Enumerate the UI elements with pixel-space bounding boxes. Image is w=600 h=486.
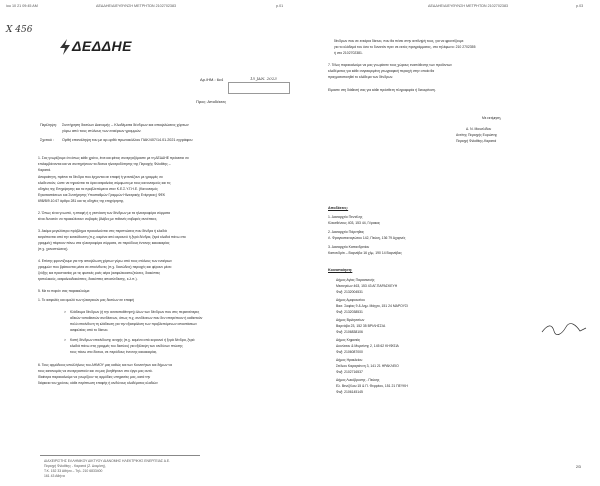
bullet-line: αδειών τοποθεσιών συνδέσεων, όπως π.χ. συνδέσεων που δεν επιτρέπουν ή καθιστούν xyxy=(70,316,203,320)
footer-line: 161 43 Αθήνα xyxy=(44,474,65,478)
notify-line: Μεσογείων 463, 153 43 ΑΓ.ΠΑΡΑΣΚΕΥΗ xyxy=(336,284,398,288)
notify-line: Στέλιου Καραγιάννη 3, 141 21 ΗΡΑΚΛΕΙΟ xyxy=(336,364,399,368)
notify-line: Φαξ: 2106145145 xyxy=(336,390,363,394)
body-line: 5. Με το παρόν σας παρακαλούμε: xyxy=(38,289,91,293)
lightning-icon xyxy=(58,38,72,56)
fax-header-company: ΔΕΔΔΗΕ/ΔΙΕΥΘΥΝΣΗ ΜΕΤΡΗΤΩΝ 2102702383 xyxy=(428,4,509,8)
summary-line-2: γύρω από τους στύλους των εναέριων γραμμών. xyxy=(62,129,142,133)
body-line: Απαραίτητη, πρέπει τα δένδρα που έρχονται σε επαφή ή γειτνιάζουν με γραμμές να xyxy=(38,175,163,179)
date-stamp-box xyxy=(228,82,290,94)
recipient-line: 1. Δασαρχείο Πεντέλης xyxy=(328,215,363,219)
handwritten-note: X 456 xyxy=(6,25,33,35)
recipients-heading: Προς: Αποδέκτες xyxy=(196,99,227,104)
handwritten-signature xyxy=(540,322,588,336)
signature-intro: Με εκτίμηση, xyxy=(482,116,502,120)
notify-line: Βασ. Σοφίας 9 & Δημ. Μάγγα, 151 24 ΜΑΡΟΥΣΙ xyxy=(336,304,409,308)
point-6-line: Ιδιαίτερα παρακαλούμε να γνωρίζουν τις αρμόδιες υπηρεσίες μας, κατά την xyxy=(38,375,151,379)
ref-date: 15 JAN. 2023 xyxy=(250,76,277,81)
body-line: Καρατιά. xyxy=(38,168,52,172)
notify-line: Διονύσου & Μυρσίνης 2, 145 62 ΚΗΦΙΣΙΑ xyxy=(336,344,399,348)
signatory-role: Αντ/της Περιοχής Ευρώπης xyxy=(456,133,498,137)
signatory-unit: Περιοχή Φιλοθέης-Καρατιά xyxy=(456,139,497,143)
notify-line: Δήμος Αμαρουσίου xyxy=(336,298,365,302)
recipients-label: Αποδέκτες: xyxy=(328,206,349,210)
point-7-line: πραγματοποιηθεί το κλάδεμα των δένδρων. xyxy=(328,75,394,79)
fax-header-company: ΔΕΔΔΗΕ/ΔΙΕΥΘΥΝΣΗ ΜΕΤΡΗΤΩΝ 2102702383 xyxy=(96,4,177,8)
bullet-line: ασφαλείας από το δίκτυο. xyxy=(70,328,109,332)
notify-line: Δήμος Κηφισιάς xyxy=(336,338,361,342)
point-7-line: 7. Τέλος παρακαλούμε να μας γνωρίσετε τους χώρους εναπόθεσης των προϊόντων xyxy=(328,63,453,67)
notify-line: Φαξ: 2106087000 xyxy=(336,350,363,354)
recipient-line: Λ. Φραγκοπαναγιώτου 142, Πεύκη, 136 79 Αχαρνές xyxy=(328,236,406,240)
point-6-line: διάρκεια του χρόνου, κάθε περίπτωση επαφής ή κινδύνους κλαδέματος κλαδιών xyxy=(38,381,158,385)
body-line: 698/Β/9.10.67 άρθρο 281 και τις οδηγίες της επιχείρησης. xyxy=(38,199,125,203)
bullet-line: Κλάδευμα δένδρων (ή την ανατοποθέτηση) όλων των δένδρων που στις περισσότερες xyxy=(70,310,200,314)
fax-page-number: p.01 xyxy=(276,4,284,8)
footer-line: Τ.Κ. 152 33 Αθήνα – Τηλ. 210 6833400 xyxy=(44,469,103,473)
company-logo xyxy=(58,38,130,56)
notify-line: Ελ. Βενιζέλου 15 & Π. Φερρέου, 151 21 ΠΕΥΚΗ xyxy=(336,384,408,388)
body-line: γραμμές) πέφτουν πάνω στα ηλεκτροφόρα σύρματα, σε περιόδους έντονης κακοκαιρίας xyxy=(38,241,170,245)
closing-line: Είμαστε στη διάθεσή σας για κάθε πρόσθετη πληροφορία ή διευκρίνιση. xyxy=(328,88,436,92)
recipient-line: 3. Δασαρχείο Καπανδριτίου xyxy=(328,245,370,249)
fax-page-number: p.03 xyxy=(576,4,584,8)
related-label: Σχετικό : xyxy=(40,138,55,142)
recipient-line: 2. Δασαρχείο Πάρνηθας xyxy=(328,230,365,234)
summary-line-1: Συντήρηση δικτύων Διανομής – Κλαδέματα δένδρων και αποψιλώσεις χόρτων xyxy=(62,123,189,127)
notify-line: Δήμος Βριλησσίων xyxy=(336,318,365,322)
footer-line: ΔΙΑΧΕΙΡΙΣΤΗΣ ΕΛΛΗΝΙΚΟΥ ΔΙΚΤΥΟΥ ΔΙΑΝΟΜΗΣ ΗΛΕΚΤΡΙΚΗΣ ΕΝΕΡΓΕΙΑΣ Α.Ε. xyxy=(44,459,171,463)
body-line: οδηγίες της Επιχείρησης και τα προβλεπόμενα στον Κ.Ε.Σ.Υ.Γ.Η.Ε. (Κανονισμός xyxy=(38,187,158,191)
body-line: 4. Επίσης φροντίζουμε για την αποψίλωση χόρτων γύρω από τους στύλους των εναέριων xyxy=(38,259,172,263)
point-6-line: τους κατανομάς να συνεργαστούν και να μας βοηθήσουν στο έργο μας αυτό. xyxy=(38,369,153,373)
recipient-line: Καπανδρίτι – Βαρνάβα 16 χλμ, 190 14 Βαρνάβας xyxy=(328,251,402,255)
body-line: 1. Το ασφαλές και ομαλό των ηλεκτρικών μας δικτύων σε επαφή xyxy=(38,298,134,302)
continued-text: ή στο 2102702381. xyxy=(334,51,363,55)
notify-line: Δήμος Αγίας Παρασκευής xyxy=(336,278,375,282)
bullet-marker: > xyxy=(64,338,66,342)
continued-text: για το κλάδεμά του όσο το δυνατόν πριν σε εκτός προγράμματος, στο τηλέφωνο: 210 2702355 xyxy=(334,45,476,49)
point-6-line: 6. Τους αρμόδιους υπαλλήλους του ΔΗΜΟΥ μας καθώς και των Κοινοτήτων και δήμων να xyxy=(38,363,173,367)
footer-divider xyxy=(40,455,200,456)
bullet-line: Κοπή δένδρων επικίνδυνης ανοχής (π.χ. καμένα από κεραυνό ή ξερά δένδρα, ξερά xyxy=(70,338,195,342)
notify-line: Βαρνάβα 23, 152 35 ΒΡΙΛΗΣΣΙΑ xyxy=(336,324,386,328)
fax-header-time: iou 10 21 09:45 AM xyxy=(6,4,38,8)
notify-line: Δήμος Ηρακλείου xyxy=(336,358,363,362)
body-line: ζεύξης και προστασίας με τις φυσικές ροές αέρα (ασφαλειοαποζεύκτες, διακόπτες xyxy=(38,271,161,275)
notify-line: Δήμος Λυκόβρυσης - Πεύκης xyxy=(336,378,380,382)
body-line: επιλαμβάνονται και να συντηρήσουν τα δίκτυα ηλεκτροδότησης της Περιοχής Φιλοθέης – xyxy=(38,162,171,166)
body-line: τριπολικούς, ασφαλειοδιακόπτες, διακόπτες αποσύνδεσης, κ.λ.π.). xyxy=(38,277,138,281)
body-line: 3. Ακόμα μεγαλύτερο πρόβλημα προκαλούνται στις περιπτώσεις που δένδρα ή κλαδιά xyxy=(38,229,167,233)
bullet-line: τους πάνω στα δίκτυα, σε περιόδους έντονης κακοκαιρίας. xyxy=(70,350,158,354)
notify-label: Κοινοποίηση: xyxy=(328,268,353,272)
bullet-line: κλαδιά πάνω στις γραμμές του δικτύου) για εξάλειψη των κινδύνων πτώσης xyxy=(70,344,183,348)
body-line: κλαδευτούν, ώστε να τηρούνται τα όρια ασφαλείας σύμφωνα με τους κανονισμούς και τις xyxy=(38,181,171,185)
body-line: γραμμών που βρίσκονται μέσα σε επικίνδυνες (π.χ. δασώδεις) περιοχές και φέρουν μέσο xyxy=(38,265,172,269)
continued-text: δένδρων που σε ενεάρια δίκτυο, που θα πέσει στην αντίληψή τους, για να φροντίζουμε xyxy=(334,39,464,43)
notify-line: Φαξ: 2132038531 xyxy=(336,310,363,314)
notify-line: Φαξ: 2132004531 xyxy=(336,290,363,294)
body-line: εκτρέπονται από την κατεύθυνση (π.χ. καμένα από κεραυνό ή ξερά δένδρα, ξερά κλαδιά πάνω στο xyxy=(38,235,186,239)
body-line: είναι δυνατόν να προκαλέσουν σοβαρές βλάβες με πιθανές σοβαρές συνέπειες. xyxy=(38,217,158,221)
ref-number: Αρ./ΗΜ.: 6c4 xyxy=(200,77,224,82)
body-line: (π.χ. χιονοπτώσεις). xyxy=(38,247,69,251)
logo-text: ΔΕΔΔΗΕ xyxy=(72,38,132,54)
related-text: Ορθή επανάληψη του με αρ.ορθό πρωτοκόλλου ΠΑΚ/407/14.01.2021 εγγράφου xyxy=(62,138,193,142)
body-line: 2. Όπως είναι γνωστό, η επαφή ή η γειτνίαση των δένδρων με τα ηλεκτροφόρα σύρματα xyxy=(38,211,170,215)
body-line: 1. Σας γνωρίζουμε ότι όπως κάθε χρόνο, έτσι και φέτος συνεργαζόμαστε με τη ΔΕΔΔΗΕ πρόκειται να xyxy=(38,156,189,160)
notify-line: Φαξ: 2106838106 xyxy=(336,330,363,334)
signatory-name: Δ. Ν. Μουσλίδου xyxy=(466,127,492,131)
bullet-line: πολύ επικίνδυνη τη κλάδευση για την εξασφάλιση των προβλεπόμενων αποστάσεων xyxy=(70,322,197,326)
footer-line: Περιοχή Φιλοθέης - Καρατιά (Ζ. Διαμ/ση), xyxy=(44,464,106,468)
summary-label: Περίληψη: xyxy=(40,123,57,127)
body-line: Εγκαταστάσεων και Συντήρησης Υποσταθμών Γραμμών Ηλεκτρικής Ενέργειας) ΦΕΚ xyxy=(38,193,166,197)
recipient-line: Κλεισθένους 403, 153 44, Γέρακας xyxy=(328,221,381,225)
bullet-marker: > xyxy=(64,310,66,314)
page-number: 2/3 xyxy=(576,465,581,469)
letter-page-2 xyxy=(300,0,600,486)
point-7-line: κλαδέματος για κάθε συγκεκριμένη γεωγραφική περιοχή στην οποία θα xyxy=(328,69,435,73)
notify-line: Φαξ: 2102716537 xyxy=(336,370,363,374)
